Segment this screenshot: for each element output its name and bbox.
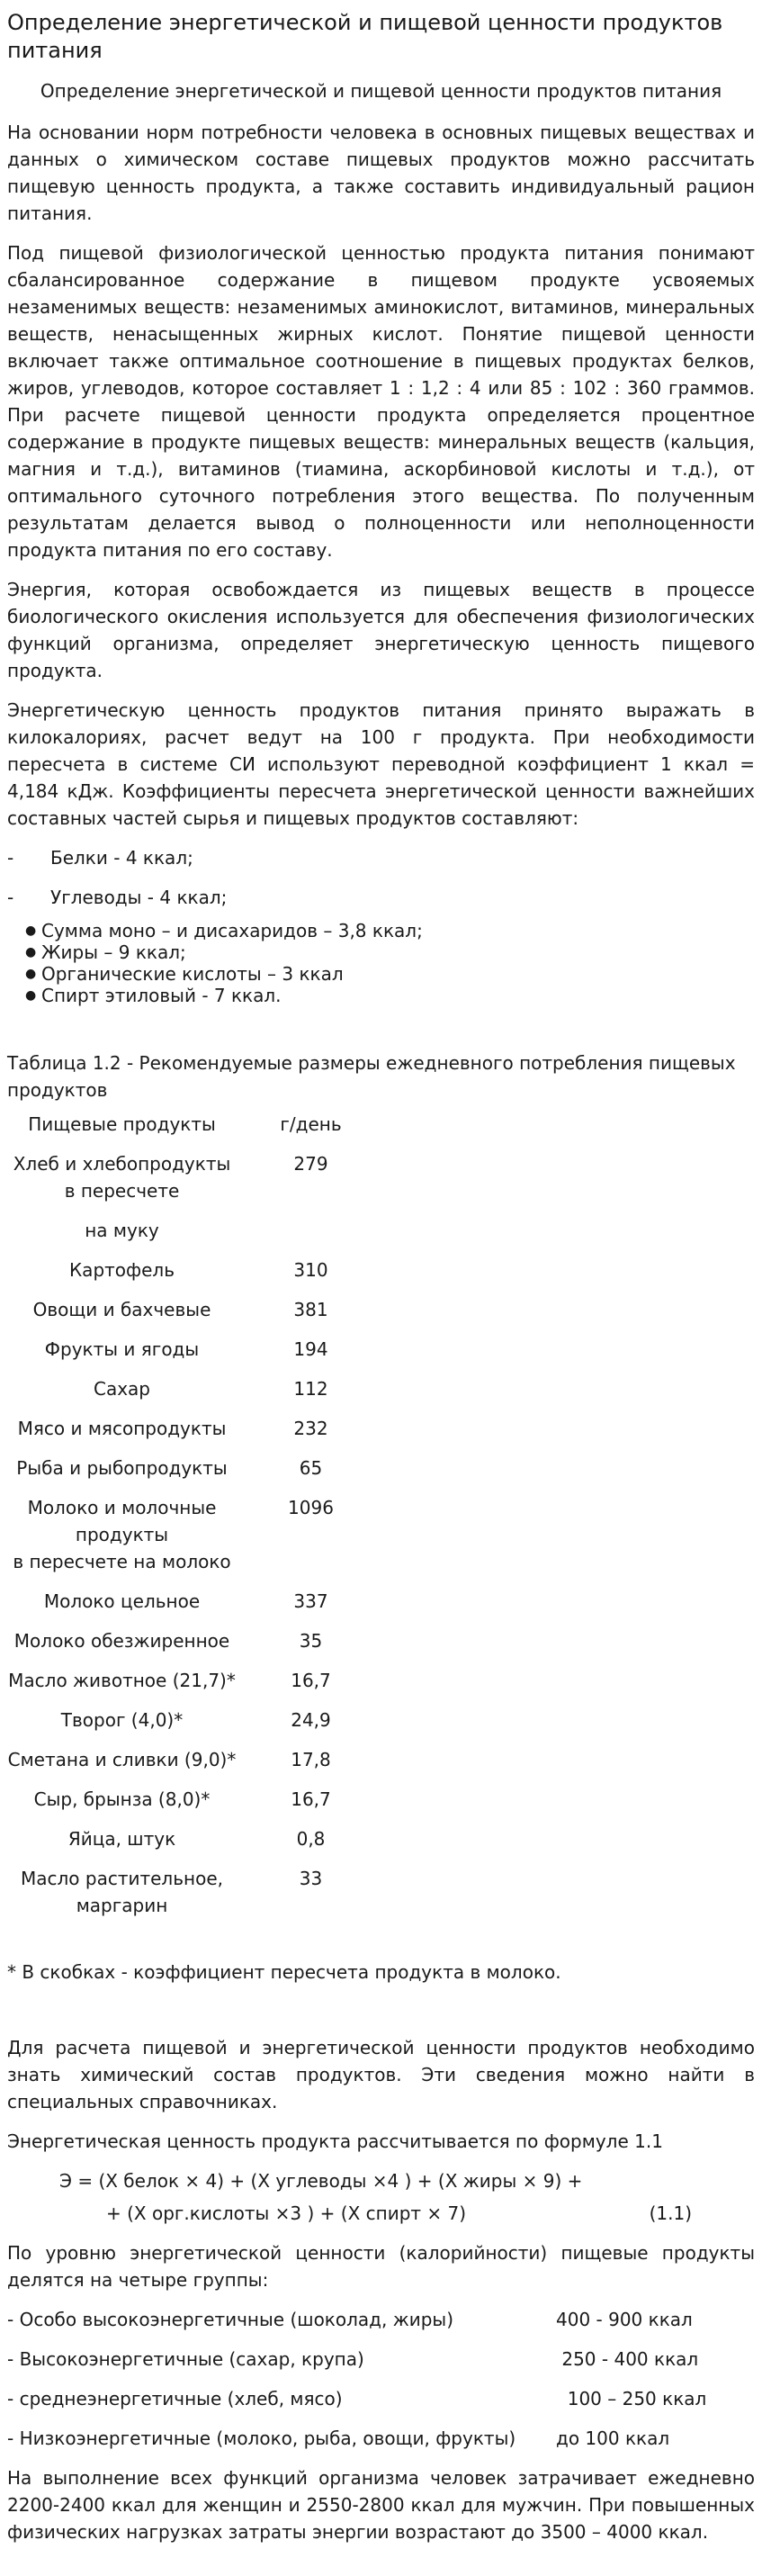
dash-item-carbs — [7, 884, 755, 911]
table-cell-grams — [237, 1217, 385, 1256]
document-subtitle: Определение энергетической и пищевой ценности продуктов питания — [40, 80, 722, 103]
table-cell-grams: 112 — [293, 1378, 328, 1401]
table-header-grams: г/день — [280, 1113, 342, 1136]
table-row — [7, 1786, 385, 1825]
table-cell-product: Масло животное (21,7)* — [8, 1670, 236, 1692]
document-title: Определение энергетической и пищевой ценности продуктов питания — [7, 10, 723, 64]
table-row — [7, 1707, 385, 1746]
table-cell-grams: 310 — [293, 1259, 328, 1282]
bullet-icon: ● — [25, 987, 37, 1003]
table-cell-product: Мясо и мясопродукты — [17, 1418, 227, 1440]
table-cell-grams: 0,8 — [296, 1828, 326, 1851]
table-cell-product: Молоко и молочные продукты в пересчете на молоко — [13, 1497, 231, 1573]
paragraph-intro-2: Под пищевой физиологической ценностью продукта питания понимают сбалансированное содержание в пищевом продукте усвояемых незаменимых веществ: незаменимых аминокислот, витаминов, минеральных веществ, ненасыщенных жирных кислот. Понятие пищевой ценности включает также оптимальное соотношение в пищевых продуктах белков, жиров, углеводов, которое составляет 1 : 1,2 : 4 или 85 : 102 : 360 граммов. При расчете пищевой ценности продукта определяется процентное содержание в продукте пищевых веществ: минеральных веществ (кальция, магния и т.д.), витаминов (тиамина, аскорбиновой кислоты и т.д.), от оптимального суточного потребления этого вещества. По полученным результатам делается вывод о полноценности или неполноценности продукта питания по его составу. — [7, 242, 755, 562]
paragraph-intro-4: Энергетическую ценность продуктов питания принято выражать в килокалориях, расчет ведут на 100 г продукта. При необходимости пересчета в системе СИ используют переводной коэффициент 1 ккал = 4,184 кДж. Коэффициенты пересчета энергетической ценности важнейших составных частей сырья и пищевых продуктов составляют: — [7, 699, 755, 830]
table-cell-product: Масло растительное, маргарин — [21, 1868, 223, 1917]
table-cell-grams: 194 — [293, 1338, 328, 1361]
table-cell-grams: 16,7 — [291, 1788, 331, 1811]
dash-item-text: Белки - 4 ккал; — [50, 847, 193, 869]
dash-item-text: Углеводы - 4 ккал; — [50, 887, 228, 909]
table-cell-product: Сыр, брынза (8,0)* — [33, 1788, 211, 1811]
energy-group-range: до 100 ккал — [556, 2427, 670, 2450]
table-cell-product: Сметана и сливки (9,0)* — [7, 1749, 237, 1771]
table-cell-grams: 279 — [293, 1153, 328, 1175]
paragraph-calc-1: Для расчета пищевой и энергетической ценности продуктов необходимо знать химический состав продуктов. Эти сведения можно найти в специальных справочниках. — [7, 2037, 755, 2113]
paragraph-calc-2: Энергетическая ценность продукта рассчитывается по формуле 1.1 — [7, 2130, 663, 2153]
table-cell-grams: 65 — [299, 1457, 323, 1480]
table-cell-grams: 337 — [293, 1590, 328, 1613]
table-row — [7, 1256, 385, 1296]
table-row — [7, 1865, 385, 1932]
table-cell-product: Рыба и рыбопродукты — [16, 1457, 228, 1480]
table-cell-product: Овощи и бахчевые — [32, 1299, 211, 1321]
energy-group-row — [7, 2306, 755, 2333]
paragraph-intro-1: На основании норм потребности человека в основных пищевых веществах и данных о химическом составе пищевых продуктов можно рассчитать пищевую ценность продукта, а также составить индивидуальный рацион питания. — [7, 122, 755, 225]
paragraph-closing: На выполнение всех функций организма человек затрачивает ежедневно 2200-2400 ккал для женщин и 2550-2800 ккал для мужчин. При повышенных физических нагрузках затраты энергии возрастают до 3500 – 4000 ккал. — [7, 2467, 755, 2544]
table-cell-product: Картофель — [68, 1259, 175, 1282]
bullet-list — [7, 920, 755, 1007]
table-cell-product: Творог (4,0)* — [60, 1709, 184, 1732]
table-cell-product: Хлеб и хлебопродукты в пересчете — [13, 1153, 231, 1202]
energy-groups — [7, 2306, 755, 2452]
consumption-table — [7, 1111, 385, 1932]
table-cell-product: Фрукты и ягоды — [44, 1338, 200, 1361]
table-cell-product: Молоко обезжиренное — [13, 1630, 230, 1653]
table-cell-grams: 33 — [299, 1868, 323, 1890]
list-item: ● Спирт этиловый - 7 ккал. — [25, 985, 282, 1007]
bullet-icon: ● — [25, 966, 37, 981]
energy-group-name: - Высокоэнергетичные (сахар, крупа) — [7, 2348, 364, 2371]
dash-item-proteins — [7, 844, 755, 871]
table-cell-product: на муку — [85, 1220, 159, 1242]
table-cell-product: Сахар — [93, 1378, 150, 1401]
table-footnote: * В скобках - коэффициент пересчета продукта в молоко. — [7, 1961, 561, 1984]
table-row — [7, 1746, 385, 1786]
table-cell-product: Молоко цельное — [43, 1590, 201, 1613]
energy-group-name: - Особо высокоэнергетичные (шоколад, жиры) — [7, 2309, 454, 2331]
formula-line-2-text: + (Х орг.кислоты ×3 ) + (Х спирт × 7) — [106, 2202, 467, 2225]
formula-line-1: Э = (Х белок × 4) + (Х углеводы ×4 ) + (Х жиры × 9) + — [59, 2170, 583, 2193]
table-row — [7, 1667, 385, 1707]
paragraph-groups-intro: По уровню энергетической ценности (калорийности) пищевые продукты делятся на четыре группы: — [7, 2242, 755, 2292]
energy-group-range: 400 - 900 ккал — [556, 2309, 693, 2331]
bullet-icon: ● — [25, 923, 37, 938]
table-row — [7, 1588, 385, 1627]
table-cell-grams: 381 — [293, 1299, 328, 1321]
table-cell-grams: 1096 — [288, 1497, 334, 1519]
energy-group-row — [7, 2346, 755, 2373]
formula-line-2 — [106, 2200, 755, 2227]
dash-marker: - — [7, 887, 14, 909]
table-row — [7, 1455, 385, 1494]
energy-group-name: - Низкоэнергетичные (молоко, рыба, овощи, фрукты) — [7, 2427, 516, 2450]
energy-group-name: - среднеэнергетичные (хлеб, мясо) — [7, 2388, 343, 2410]
energy-group-row — [7, 2425, 755, 2452]
table-row — [7, 1494, 385, 1588]
energy-group-range: 250 - 400 ккал — [556, 2348, 699, 2371]
table-row — [7, 1217, 385, 1256]
table-caption: Таблица 1.2 - Рекомендуемые размеры ежедневного потребления пищевых продуктов — [7, 1052, 736, 1102]
paragraph-intro-3: Энергия, которая освобождается из пищевых веществ в процессе биологического окисления используется для обеспечения физиологических функций организма, определяет энергетическую ценность пищевого продукта. — [7, 579, 755, 682]
table-header-row — [7, 1111, 385, 1150]
table-cell-grams: 35 — [299, 1630, 323, 1653]
bullet-icon: ● — [25, 944, 37, 959]
list-item: ● Сумма моно – и дисахаридов – 3,8 ккал; — [25, 920, 423, 942]
list-item: ● Органические кислоты – 3 ккал — [25, 963, 344, 986]
table-row — [7, 1336, 385, 1375]
energy-group-range: 100 – 250 ккал — [556, 2388, 707, 2410]
table-cell-product: Яйца, штук — [67, 1828, 176, 1851]
table-cell-grams: 232 — [293, 1418, 328, 1440]
list-item: ● Жиры – 9 ккал; — [25, 941, 186, 964]
table-row — [7, 1627, 385, 1667]
table-cell-grams: 24,9 — [291, 1709, 331, 1732]
table-row — [7, 1150, 385, 1217]
formula-number: (1.1) — [649, 2202, 692, 2225]
table-cell-grams: 17,8 — [291, 1749, 331, 1771]
table-header-product: Пищевые продукты — [28, 1113, 216, 1136]
table-row — [7, 1825, 385, 1865]
table-row — [7, 1375, 385, 1415]
table-row — [7, 1296, 385, 1336]
table-row — [7, 1415, 385, 1455]
energy-group-row — [7, 2385, 755, 2412]
table-cell-grams: 16,7 — [291, 1670, 331, 1692]
dash-marker: - — [7, 847, 14, 869]
